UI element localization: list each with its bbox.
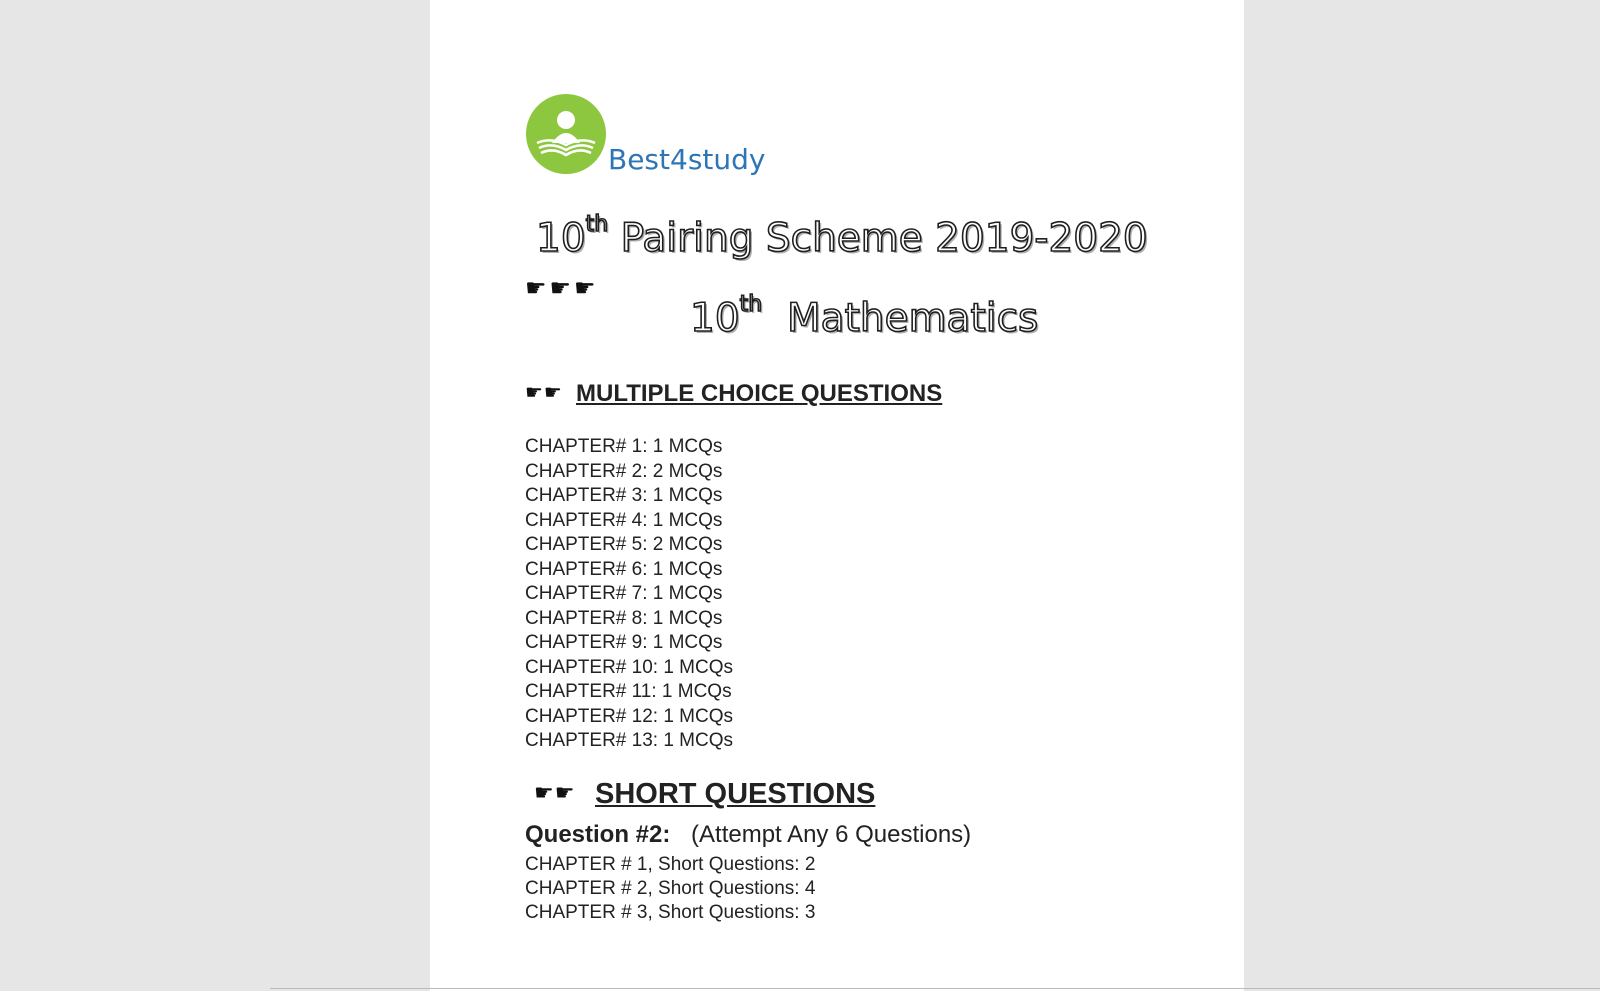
mcq-chapter-list: [525, 435, 733, 754]
divider: [270, 988, 1600, 989]
list-item: CHAPTER # 3, Short Questions: 3: [525, 902, 816, 923]
subject-grade-suffix: th: [739, 292, 763, 317]
subject-name: Mathematics: [787, 296, 1039, 341]
list-item: CHAPTER# 6: 1 MCQs: [525, 558, 723, 580]
list-item: CHAPTER# 11: 1 MCQs: [525, 681, 732, 702]
title-text: Pairing Scheme 2019-2020: [620, 216, 1148, 261]
list-item: CHAPTER# 13: 1 MCQs: [525, 730, 733, 751]
document-page: [430, 0, 1244, 991]
question-note: (Attempt Any 6 Questions): [691, 821, 972, 848]
subject-title: [690, 292, 1038, 341]
list-item: CHAPTER # 2, Short Questions: 4: [525, 878, 816, 899]
pointing-hands-icon: ☛☛: [534, 780, 576, 805]
list-item: CHAPTER# 12: 1 MCQs: [525, 705, 733, 727]
list-item: CHAPTER# 5: 2 MCQs: [525, 534, 723, 555]
list-item: CHAPTER# 8: 1 MCQs: [525, 607, 723, 629]
list-item: CHAPTER# 2: 2 MCQs: [525, 460, 723, 482]
pointing-hands-icon: ☛☛☛: [525, 275, 599, 302]
short-question-chapter-list: [525, 853, 815, 925]
title-grade-suffix: th: [585, 212, 609, 237]
list-item: CHAPTER# 1: 1 MCQs: [525, 436, 723, 457]
question-line: [525, 821, 971, 849]
reader-book-icon: [525, 93, 607, 175]
list-item: CHAPTER# 9: 1 MCQs: [525, 632, 723, 653]
list-item: CHAPTER# 10: 1 MCQs: [525, 656, 733, 678]
subject-grade: 10: [690, 296, 740, 341]
list-item: CHAPTER # 1, Short Questions: 2: [525, 854, 816, 875]
list-item: CHAPTER# 7: 1 MCQs: [525, 583, 723, 604]
page-title: [536, 212, 1148, 261]
question-label: Question #2:: [525, 821, 671, 848]
brand-name: Best4study: [608, 143, 766, 176]
title-grade: 10: [536, 216, 586, 261]
short-questions-heading: SHORT QUESTIONS: [595, 778, 876, 810]
list-item: CHAPTER# 3: 1 MCQs: [525, 485, 723, 506]
list-item: CHAPTER# 4: 1 MCQs: [525, 509, 723, 531]
pointing-hands-icon: ☛☛: [525, 382, 563, 404]
mcq-heading: MULTIPLE CHOICE QUESTIONS: [576, 380, 943, 407]
